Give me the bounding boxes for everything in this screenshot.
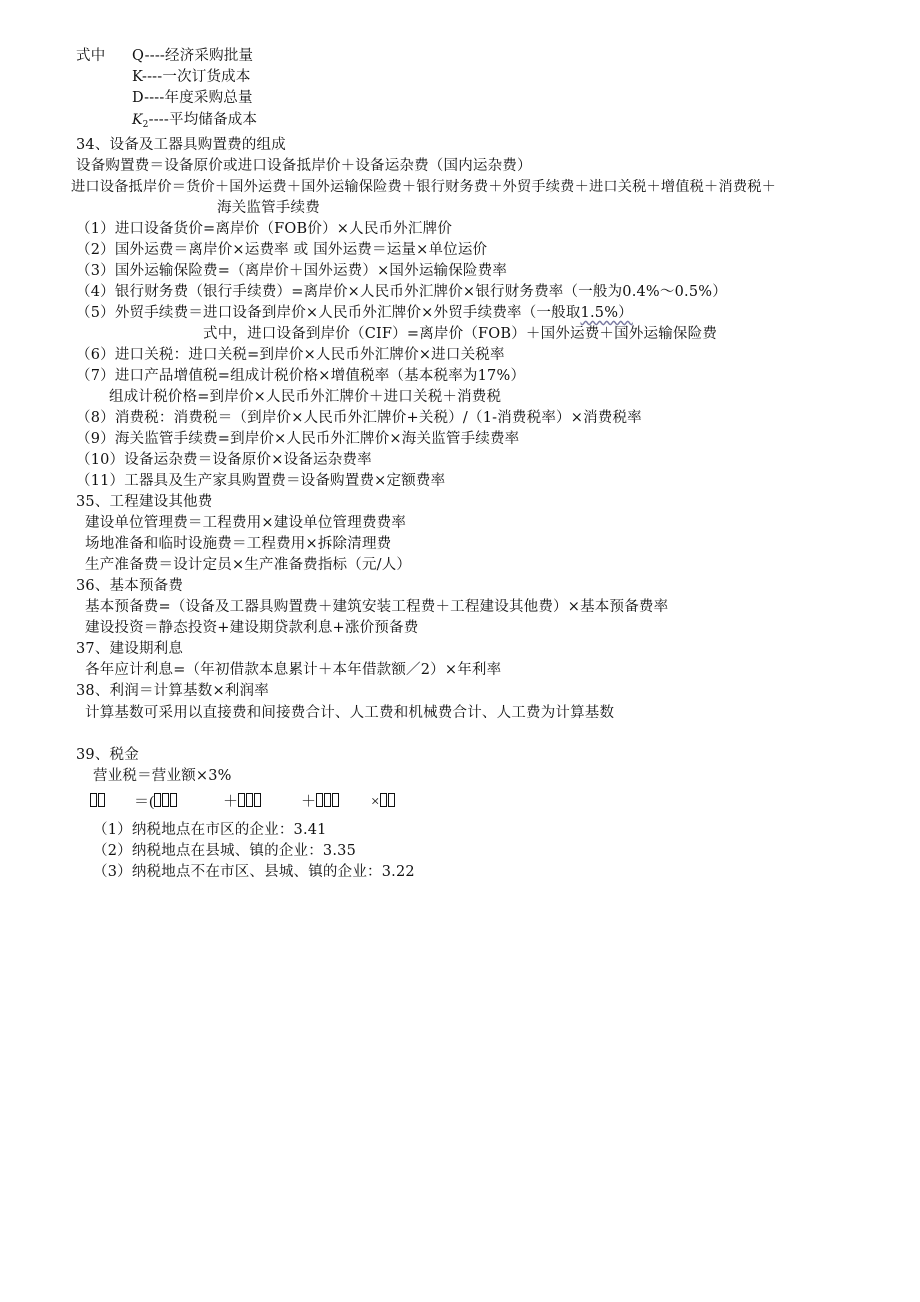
s34-item-5-text: （5）外贸手续费＝进口设备到岸价×人民币外汇牌价×外贸手续费率（一般取 xyxy=(76,305,581,321)
tax-formula-eq xyxy=(134,791,178,812)
s36-line-2: 建设投资＝静态投资+建设期贷款利息+涨价预备费 xyxy=(85,620,419,636)
tax-formula-term4 xyxy=(371,791,396,812)
section-34-title: 34、设备及工器具购置费的组成 xyxy=(76,137,286,153)
s34-item-8: （8）消费税：消费税＝（到岸价×人民币外汇牌价+关税）/（1-消费税率）×消费税率 xyxy=(76,410,642,426)
s34-item-11: （11）工器具及生产家具购置费＝设备购置费×定额费率 xyxy=(76,473,446,489)
s34-item-5 xyxy=(76,303,633,323)
s34-item-1: （1）进口设备货价=离岸价（FOB价）×人民币外汇牌价 xyxy=(76,221,453,237)
s34-item-5-rate: 1.5%） xyxy=(580,305,633,321)
s34-item-4: （4）银行财务费（银行手续费）=离岸价×人民币外汇牌价×银行财务费率（一般为0.4%～0.5%） xyxy=(76,284,727,300)
s34-item-10: （10）设备运杂费＝设备原价×设备运杂费率 xyxy=(76,452,372,468)
tax-formula-term2 xyxy=(223,791,262,812)
s34-item-3: （3）国外运输保险费=（离岸价＋国外运费）×国外运输保险费率 xyxy=(76,263,508,279)
s35-line-2: 场地准备和临时设施费＝工程费用×拆除清理费 xyxy=(85,536,392,552)
formula-equals: ＝( xyxy=(134,794,155,810)
s36-line-1: 基本预备费=（设备及工器具购置费＋建筑安装工程费＋工程建设其他费）×基本预备费率 xyxy=(85,599,669,615)
s39-rate-2: （2）纳税地点在县城、镇的企业：3.35 xyxy=(93,843,357,859)
s39-rate-3: （3）纳税地点不在市区、县城、镇的企业：3.22 xyxy=(93,864,415,880)
missing-glyph-icon xyxy=(316,792,340,810)
s34-item-7: （7）进口产品增值税=组成计税价格×增值税率（基本税率为17%） xyxy=(76,368,526,384)
missing-glyph-icon xyxy=(90,792,106,810)
section-38-title: 38、利润＝计算基数×利润率 xyxy=(76,683,269,699)
formula-plus: ＋ xyxy=(223,794,239,810)
s35-line-1: 建设单位管理费＝工程费用×建设单位管理费费率 xyxy=(85,515,407,531)
missing-glyph-icon xyxy=(238,792,262,810)
s34-line-2b: 海关监管手续费 xyxy=(217,200,320,216)
section-37-title: 37、建设期利息 xyxy=(76,641,184,657)
legend-k: K----一次订货成本 xyxy=(132,69,251,85)
s34-item-2: （2）国外运费＝离岸价×运费率 或 国外运费＝运量×单位运价 xyxy=(76,242,488,258)
s34-item-6: （6）进口关税：进口关税=到岸价×人民币外汇牌价×进口关税率 xyxy=(76,347,505,363)
k2-symbol: $K_2$ xyxy=(132,112,149,130)
k2-desc: ----平均储备成本 xyxy=(148,112,258,128)
s35-line-3: 生产准备费＝设计定员×生产准备费指标（元/人） xyxy=(85,557,412,573)
s34-item-7b: 组成计税价格=到岸价×人民币外汇牌价＋进口关税＋消费税 xyxy=(109,389,502,405)
section-36-title: 36、基本预备费 xyxy=(76,578,184,594)
s34-item-9: （9）海关监管手续费=到岸价×人民币外汇牌价×海关监管手续费率 xyxy=(76,431,520,447)
legend-q: Q----经济采购批量 xyxy=(132,48,254,64)
section-39-title: 39、税金 xyxy=(76,747,139,763)
s34-line-2: 进口设备抵岸价＝货价＋国外运费＋国外运输保险费＋银行财务费＋外贸手续费＋进口关税＋增值税＋消费税＋ xyxy=(71,179,776,195)
section-35-title: 35、工程建设其他费 xyxy=(76,494,213,510)
missing-glyph-icon xyxy=(380,792,396,810)
s34-line-1: 设备购置费＝设备原价或进口设备抵岸价＋设备运杂费（国内运杂费） xyxy=(76,158,532,174)
legend-d: D----年度采购总量 xyxy=(132,90,253,106)
legend-intro: 式中 xyxy=(76,48,106,64)
s39-line-1: 营业税＝营业额×3% xyxy=(93,768,232,784)
formula-times: × xyxy=(371,794,380,810)
s38-line-1: 计算基数可采用以直接费和间接费合计、人工费和机械费合计、人工费为计算基数 xyxy=(85,705,615,721)
s37-line-1: 各年应计利息=（年初借款本息累计＋本年借款额／2）×年利率 xyxy=(85,662,502,678)
formula-plus: ＋ xyxy=(301,794,317,810)
s34-item-5-note: 式中，进口设备到岸价（CIF）=离岸价（FOB）＋国外运费＋国外运输保险费 xyxy=(203,326,718,342)
tax-formula-term3 xyxy=(301,791,340,812)
tax-formula xyxy=(90,791,106,811)
missing-glyph-icon xyxy=(154,792,178,810)
legend-k2 xyxy=(132,110,257,135)
s39-rate-1: （1）纳税地点在市区的企业：3.41 xyxy=(93,822,327,838)
